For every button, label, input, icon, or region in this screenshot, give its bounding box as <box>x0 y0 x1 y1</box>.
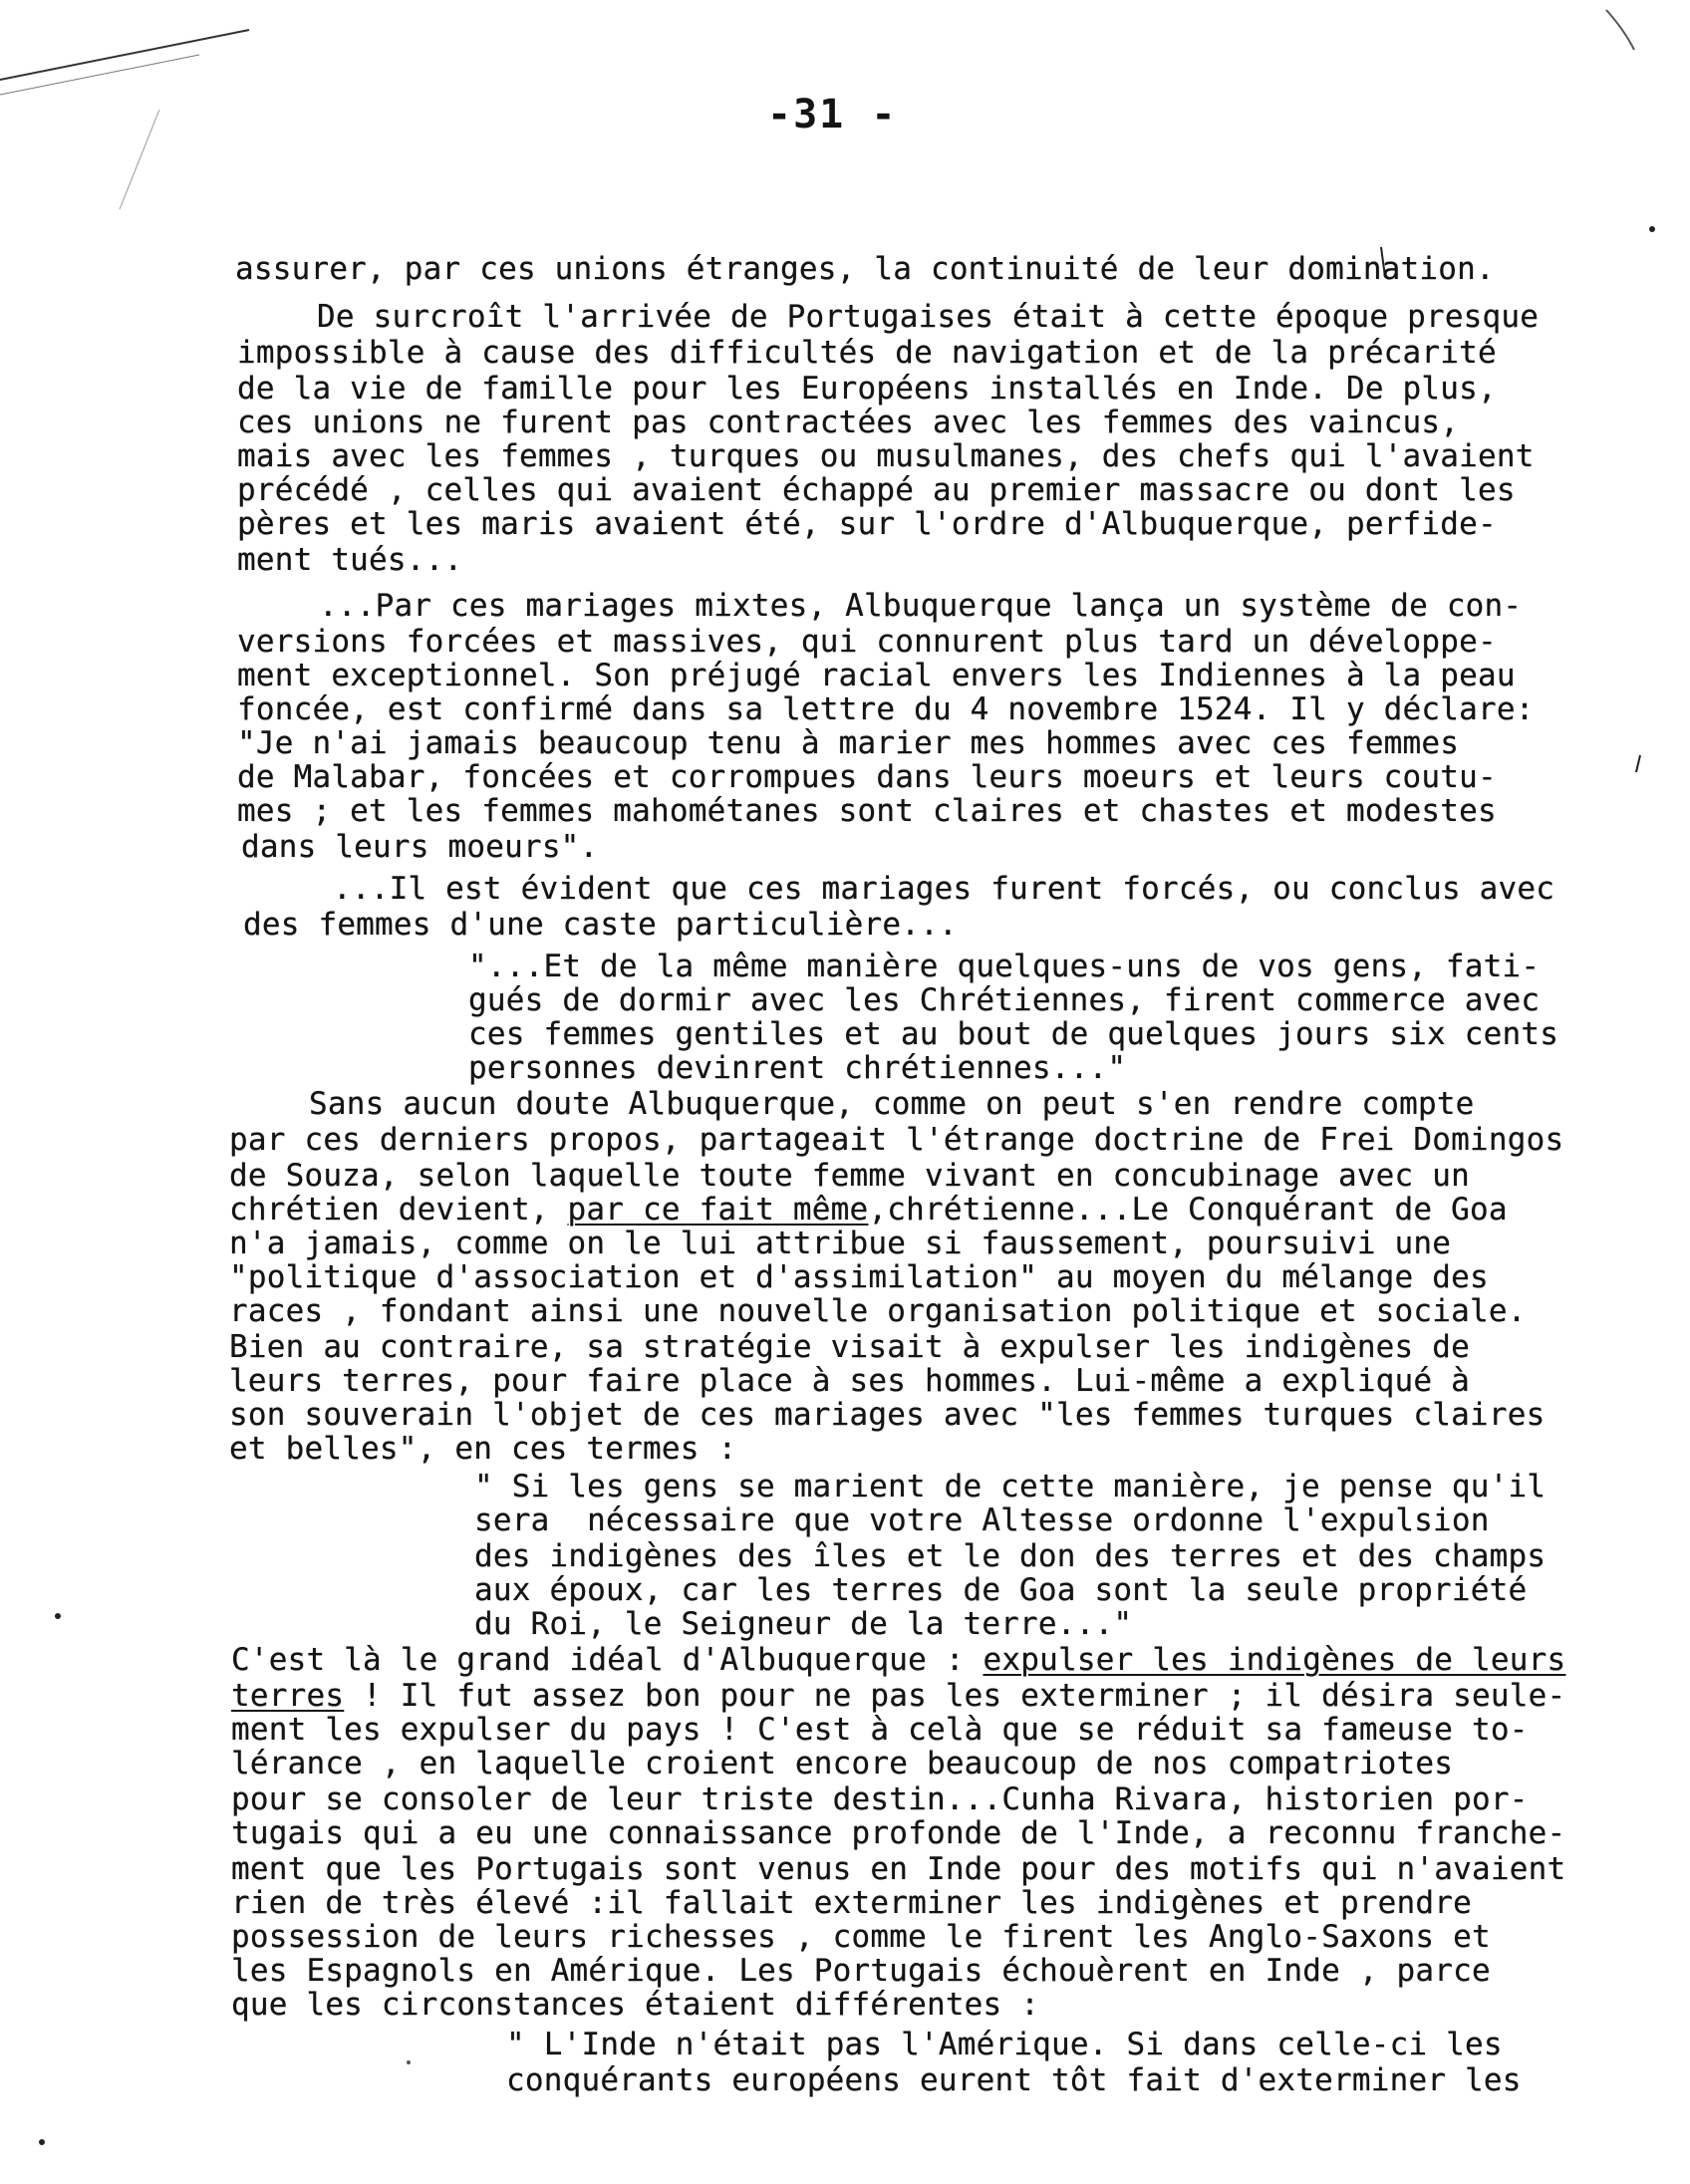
speck-mark <box>407 2060 411 2064</box>
text-segment: ! Il fut assez bon pour ne pas les exterminer ; il désira seule- <box>344 1678 1566 1714</box>
quote-line: gués de dormir avec les Chrétiennes, firent commerce avec <box>468 982 1541 1018</box>
text-line: Bien au contraire, sa stratégie visait à expulser les indigènes de <box>229 1329 1470 1365</box>
text-line: de la vie de famille pour les Européens installés en Inde. De plus, <box>237 371 1497 407</box>
text-line: versions forcées et massives, qui connurent plus tard un développe- <box>237 624 1497 660</box>
text-line: ...Il est évident que ces mariages furent forcés, ou conclus avec <box>333 871 1555 907</box>
quote-line: ces femmes gentiles et au bout de quelques jours six cents <box>468 1016 1559 1052</box>
corner-mark <box>1606 10 1634 50</box>
text-line: ...Par ces mariages mixtes, Albuquerque lança un système de con- <box>319 588 1523 624</box>
text-line: les Espagnols en Amérique. Les Portugais échouèrent en Inde , parce <box>231 1953 1491 1989</box>
text-line: de Souza, selon laquelle toute femme vivant en concubinage avec un <box>229 1158 1470 1194</box>
text-line: races , fondant ainsi une nouvelle organisation politique et sociale. <box>229 1293 1527 1329</box>
text-line: n'a jamais, comme on le lui attribue si faussement, poursuivi une <box>229 1226 1452 1261</box>
underlined-phrase: expulser les indigènes de leurs <box>983 1642 1566 1678</box>
text-line: ment les expulser du pays ! C'est à celà que se réduit sa fameuse to- <box>231 1712 1529 1748</box>
text-line: mes ; et les femmes mahométanes sont claires et chastes et modestes <box>237 793 1497 829</box>
text-segment: ,chrétienne...Le Conquérant de Goa <box>868 1192 1508 1228</box>
text-line: son souverain l'objet de ces mariages avec "les femmes turques claires <box>229 1397 1546 1433</box>
corner-fold-line <box>0 30 249 80</box>
text-line: "politique d'association et d'assimilation" au moyen du mélange des <box>229 1259 1489 1295</box>
text-line: pour se consoler de leur triste destin...Cunha Rivara, historien por- <box>231 1781 1529 1817</box>
quote-line: " Si les gens se marient de cette manière, je pense qu'il <box>474 1469 1547 1504</box>
quote-line: conquérants européens eurent tôt fait d'exterminer les <box>506 2062 1522 2098</box>
text-line: et belles", en ces termes : <box>229 1431 737 1467</box>
quote-line: des indigènes des îles et le don des terres et des champs <box>474 1538 1547 1574</box>
text-line: ment exceptionnel. Son préjugé racial envers les Indiennes à la peau <box>237 658 1516 693</box>
text-segment: C'est là le grand idéal d'Albuquerque : <box>231 1642 984 1678</box>
quote-line: personnes devinrent chrétiennes..." <box>468 1050 1127 1086</box>
ink-stroke <box>1636 755 1640 772</box>
text-line: ment tués... <box>237 542 463 578</box>
text-line: leurs terres, pour faire place à ses hommes. Lui-même a expliqué à <box>229 1363 1470 1399</box>
speck-mark <box>39 2139 45 2145</box>
text-line: pères et les maris avaient été, sur l'ordre d'Albuquerque, perfide- <box>237 506 1497 542</box>
text-line <box>229 1192 1508 1228</box>
text-line: mais avec les femmes , turques ou musulmanes, des chefs qui l'avaient <box>237 438 1535 474</box>
text-line: ment que les Portugais sont venus en Inde pour des motifs qui n'avaient <box>231 1851 1566 1887</box>
text-line: possession de leurs richesses , comme le firent les Anglo-Saxons et <box>231 1919 1491 1955</box>
text-line: dans leurs moeurs". <box>241 829 599 865</box>
text-line: De surcroît l'arrivée de Portugaises était à cette époque presque <box>317 299 1540 335</box>
quote-line: du Roi, le Seigneur de la terre..." <box>474 1606 1133 1642</box>
text-line: "Je n'ai jamais beaucoup tenu à marier mes hommes avec ces femmes <box>237 725 1460 761</box>
text-line: assurer, par ces unions étranges, la continuité de leur domination. <box>235 251 1495 287</box>
quote-line: "...Et de la même manière quelques-uns de vos gens, fati- <box>468 949 1541 984</box>
quote-line: sera nécessaire que votre Altesse ordonne l'expulsion <box>474 1502 1490 1538</box>
text-line: de Malabar, foncées et corrompues dans leurs moeurs et leurs coutu- <box>237 759 1497 795</box>
scan-scratch <box>120 110 159 209</box>
speck-mark <box>55 1613 61 1619</box>
text-line <box>231 1642 1565 1678</box>
text-line: rien de très élevé :il fallait exterminer les indigènes et prendre <box>231 1885 1472 1921</box>
text-line: lérance , en laquelle croient encore beaucoup de nos compatriotes <box>231 1746 1454 1781</box>
speck-mark <box>1649 226 1655 232</box>
text-line: précédé , celles qui avaient échappé au premier massacre ou dont les <box>237 472 1516 508</box>
text-line: par ces derniers propos, partageait l'étrange doctrine de Frei Domingos <box>229 1122 1564 1158</box>
text-line: impossible à cause des difficultés de navigation et de la précarité <box>237 335 1497 371</box>
quote-line: " L'Inde n'était pas l'Amérique. Si dans celle-ci les <box>506 2027 1503 2062</box>
text-segment: chrétien devient, <box>229 1192 568 1228</box>
text-line: foncée, est confirmé dans sa lettre du 4 novembre 1524. Il y déclare: <box>237 691 1535 727</box>
text-line: tugais qui a eu une connaissance profonde de l'Inde, a reconnu franche- <box>231 1815 1566 1851</box>
underlined-phrase: par ce fait même <box>567 1192 869 1228</box>
text-line: ces unions ne furent pas contractées avec les femmes des vaincus, <box>237 405 1460 440</box>
text-line: que les circonstances étaient différentes : <box>231 1987 1040 2023</box>
page-number: -31 - <box>767 92 898 137</box>
underlined-phrase: terres <box>231 1678 345 1714</box>
text-line: des femmes d'une caste particulière... <box>243 907 958 943</box>
quote-line: aux époux, car les terres de Goa sont la seule propriété <box>474 1572 1528 1608</box>
text-line: Sans aucun doute Albuquerque, comme on peut s'en rendre compte <box>309 1086 1475 1122</box>
text-line <box>231 1678 1565 1714</box>
